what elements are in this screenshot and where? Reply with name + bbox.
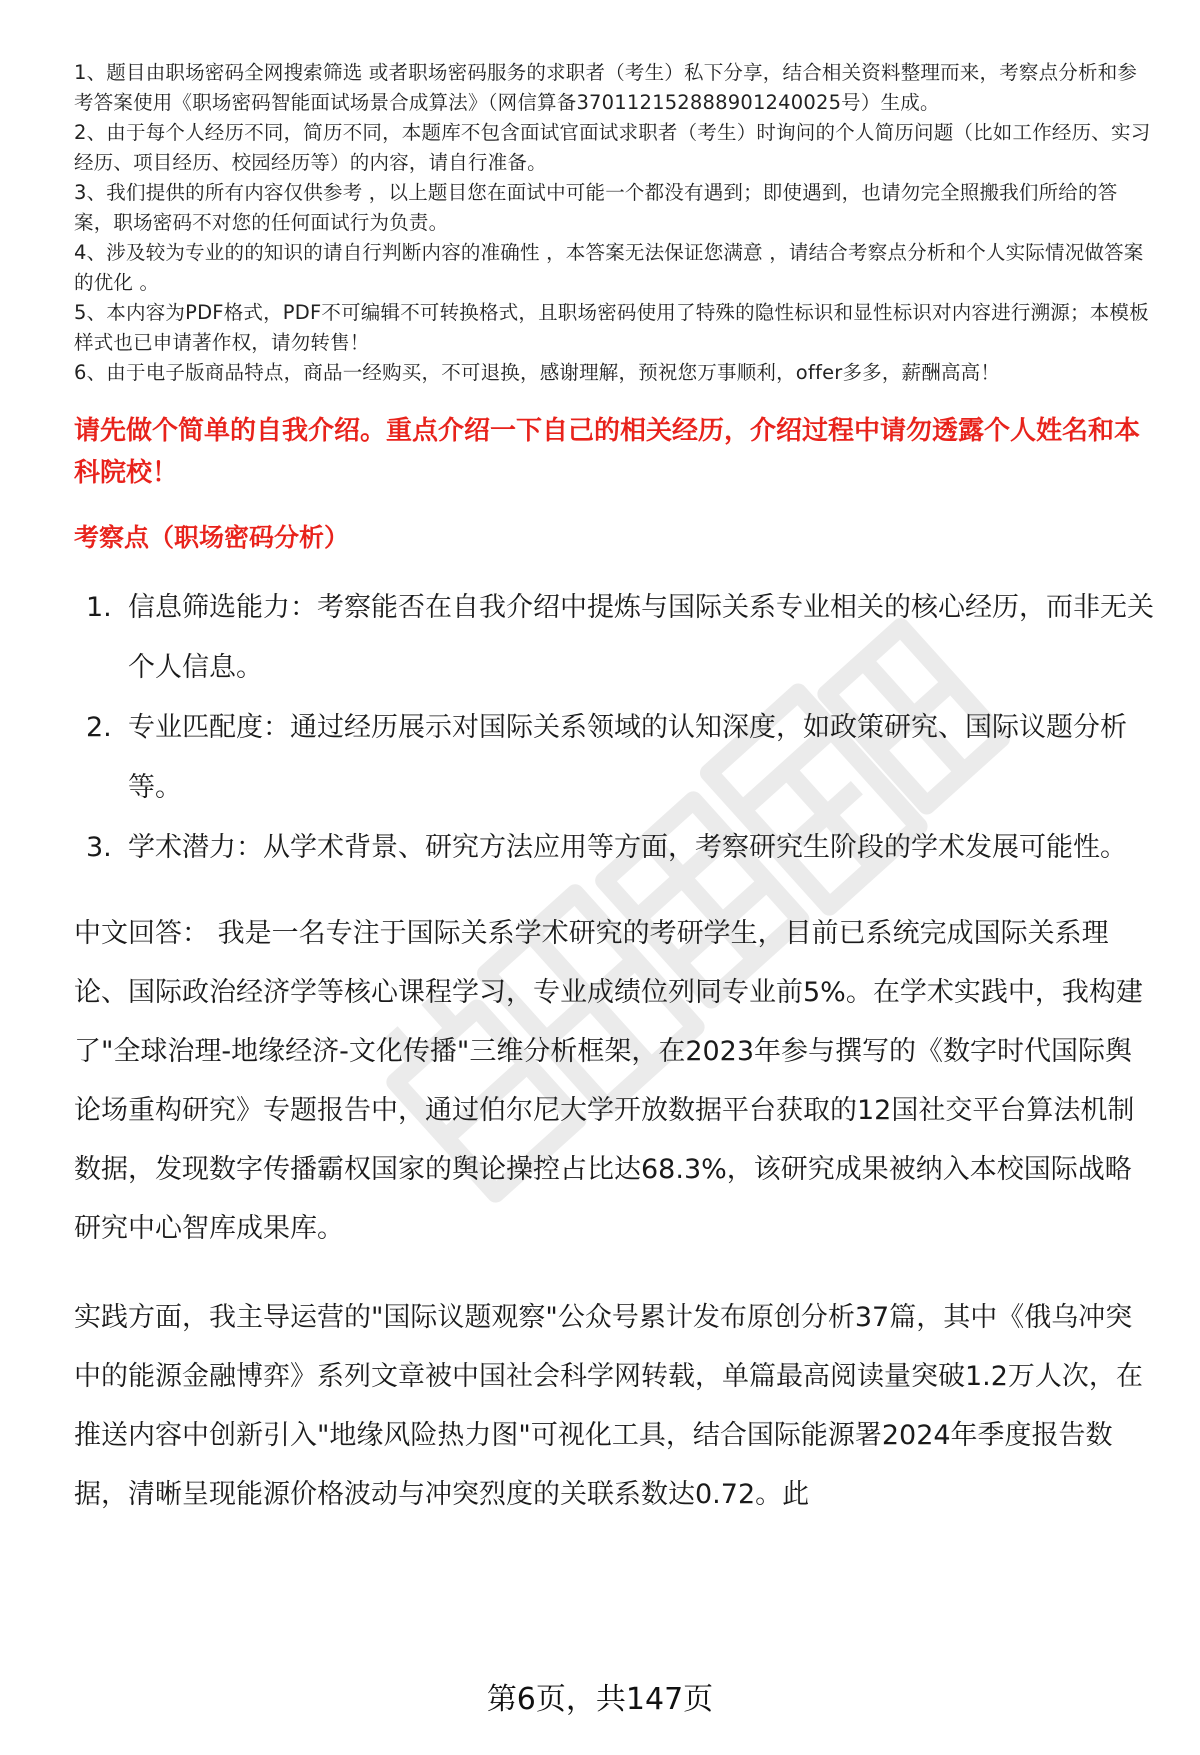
notice-item: 3、我们提供的所有内容仅供参考 ，以上题目您在面试中可能一个都没有遇到；即使遇到，也请勿完全照搬我们所给的答案，职场密码不对您的任何面试行为负责。 — [74, 181, 1118, 234]
point-number: 1. — [86, 592, 112, 623]
page-content — [74, 58, 1154, 1551]
point-text: 专业匹配度：通过经历展示对国际关系领域的认知深度，如政策研究、国际议题分析等。 — [128, 712, 1127, 803]
notice-item: 1、题目由职场密码全网搜索筛选 或者职场密码服务的求职者（考生）私下分享，结合相关资料整理而来，考察点分析和参考答案使用《职场密码智能面试场景合成算法》（网信算备370112152888901240025号）生成。 — [74, 61, 1138, 114]
point-number: 3. — [86, 832, 112, 863]
notice-item: 5、本内容为PDF格式，PDF不可编辑不可转换格式，且职场密码使用了特殊的隐性标识和显性标识对内容进行溯源；本模板样式也已申请著作权，请勿转售！ — [74, 301, 1149, 354]
analysis-point — [74, 818, 1154, 878]
point-number: 2. — [86, 712, 112, 743]
point-text: 学术潜力：从学术背景、研究方法应用等方面，考察研究生阶段的学术发展可能性。 — [128, 832, 1127, 863]
notice-list — [74, 58, 1154, 388]
analysis-point — [74, 578, 1154, 698]
notice-item: 4、涉及较为专业的的知识的请自行判断内容的准确性 ，本答案无法保证您满意 ，请结合考察点分析和个人实际情况做答案的优化 。 — [74, 241, 1144, 294]
analysis-points — [74, 578, 1154, 878]
answer-paragraph: 中文回答： 我是一名专注于国际关系学术研究的考研学生，目前已系统完成国际关系理论、国际政治经济学等核心课程学习，专业成绩位列同专业前5%。在学术实践中，我构建了"全球治理-地缘经济-文化传播"三维分析框架，在2023年参与撰写的《数字时代国际舆论场重构研究》专题报告中，通过伯尔尼大学开放数据平台获取的12国社交平台算法机制数据，发现数字传播霸权国家的舆论操控占比达68.3%，该研究成果被纳入本校国际战略研究中心智库成果库。 — [74, 918, 1143, 1244]
answer-paragraph: 实践方面，我主导运营的"国际议题观察"公众号累计发布原创分析37篇，其中《俄乌冲突中的能源金融博弈》系列文章被中国社会科学网转载，单篇最高阅读量突破1.2万人次，在推送内容中创新引入"地缘风险热力图"可视化工具，结合国际能源署2024年季度报告数据，清晰呈现能源价格波动与冲突烈度的关联系数达0.72。此 — [74, 1302, 1143, 1510]
point-text: 信息筛选能力：考察能否在自我介绍中提炼与国际关系专业相关的核心经历，而非无关个人信息。 — [128, 592, 1154, 683]
notice-item: 6、由于电子版商品特点，商品一经购买，不可退换，感谢理解，预祝您万事顺利，offer多多，薪酬高高！ — [74, 361, 1001, 384]
page-number: 第6页，共147页 — [486, 1682, 714, 1717]
notice-item: 2、由于每个人经历不同，简历不同，本题库不包含面试官面试求职者（考生）时询问的个人简历问题（比如工作经历、实习经历、项目经历、校园经历等）的内容，请自行准备。 — [74, 121, 1151, 174]
analysis-point — [74, 698, 1154, 818]
interview-question: 请先做个简单的自我介绍。重点介绍一下自己的相关经历，介绍过程中请勿透露个人姓名和本科院校！ — [74, 416, 1141, 488]
analysis-title: 考察点（职场密码分析） — [74, 523, 350, 552]
